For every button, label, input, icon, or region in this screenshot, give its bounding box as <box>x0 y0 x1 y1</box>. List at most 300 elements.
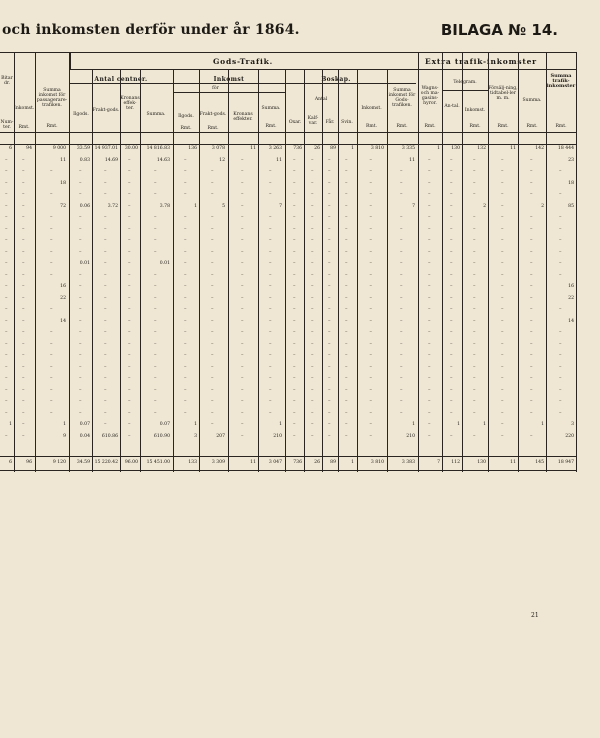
unit-rmt: Rmt. <box>424 124 436 129</box>
empty-dash: – <box>559 375 562 381</box>
empty-dash: – <box>211 421 214 427</box>
col-summa-gods: Summa inkomst för Gods-trafiken. <box>388 88 416 108</box>
rule-line <box>357 69 358 472</box>
table-cell: 14 816.83 <box>146 146 170 151</box>
empty-dash: – <box>22 283 25 289</box>
empty-dash: – <box>184 214 187 220</box>
empty-dash: – <box>450 271 453 278</box>
table-cell: 6 <box>9 146 12 151</box>
empty-dash: – <box>400 283 403 289</box>
empty-dash: – <box>79 306 82 312</box>
empty-dash: – <box>104 283 107 289</box>
empty-dash: – <box>79 329 82 335</box>
empty-dash: – <box>501 237 504 243</box>
empty-dash: – <box>269 386 272 393</box>
empty-dash: – <box>128 398 131 404</box>
empty-dash: – <box>184 363 187 370</box>
empty-dash: – <box>104 260 107 266</box>
empty-dash: – <box>559 168 562 174</box>
empty-dash: – <box>128 271 131 278</box>
empty-dash: – <box>345 260 348 266</box>
empty-dash: – <box>400 179 403 186</box>
empty-dash: – <box>128 237 131 243</box>
empty-dash: – <box>184 179 187 186</box>
empty-dash: – <box>369 386 372 393</box>
empty-dash: – <box>50 409 53 416</box>
empty-dash: – <box>50 260 53 266</box>
table-cell: 2 <box>541 203 544 209</box>
empty-dash: – <box>154 352 157 358</box>
empty-dash: – <box>311 191 314 197</box>
empty-dash: – <box>311 421 314 427</box>
empty-dash: – <box>269 317 272 324</box>
empty-dash: – <box>428 294 431 301</box>
empty-dash: – <box>400 398 403 404</box>
empty-dash: – <box>311 306 314 312</box>
total-cell: 18 947 <box>557 460 574 465</box>
empty-dash: – <box>50 352 53 358</box>
empty-dash: – <box>154 283 157 289</box>
empty-dash: – <box>559 271 562 278</box>
empty-dash: – <box>22 191 25 197</box>
col-kronans2: Kronans effekter. <box>233 112 253 122</box>
empty-dash: – <box>369 283 372 289</box>
empty-dash: – <box>79 294 82 301</box>
empty-dash: – <box>211 398 214 404</box>
empty-dash: – <box>450 340 453 347</box>
empty-dash: – <box>473 409 476 416</box>
empty-dash: – <box>79 237 82 243</box>
table-cell: 0.01 <box>79 261 90 266</box>
empty-dash: – <box>328 306 331 312</box>
empty-dash: – <box>5 398 8 404</box>
rule-line <box>70 83 416 84</box>
empty-dash: – <box>328 248 331 255</box>
empty-dash: – <box>128 363 131 370</box>
empty-dash: – <box>128 225 131 232</box>
empty-dash: – <box>79 363 82 370</box>
empty-dash: – <box>345 248 348 255</box>
empty-dash: – <box>311 225 314 232</box>
empty-dash: – <box>400 191 403 197</box>
table-cell: 18 <box>568 180 574 186</box>
empty-dash: – <box>269 283 272 289</box>
empty-dash: – <box>128 214 131 220</box>
empty-dash: – <box>104 306 107 312</box>
table-cell: 11 <box>409 157 415 163</box>
section-extra: Extra trafik-inkomster <box>425 57 537 66</box>
empty-dash: – <box>154 294 157 301</box>
empty-dash: – <box>22 179 25 186</box>
empty-dash: – <box>369 329 372 335</box>
empty-dash: – <box>269 248 272 255</box>
empty-dash: – <box>345 421 348 427</box>
empty-dash: – <box>5 386 8 393</box>
empty-dash: – <box>184 352 187 358</box>
rule-line <box>70 69 576 70</box>
empty-dash: – <box>5 340 8 347</box>
empty-dash: – <box>211 306 214 312</box>
empty-dash: – <box>50 306 53 312</box>
empty-dash: – <box>345 398 348 404</box>
empty-dash: – <box>345 168 348 174</box>
empty-dash: – <box>345 202 348 209</box>
empty-dash: – <box>559 237 562 243</box>
empty-dash: – <box>428 214 431 220</box>
empty-dash: – <box>184 317 187 324</box>
empty-dash: – <box>5 260 8 266</box>
empty-dash: – <box>211 329 214 335</box>
empty-dash: – <box>22 248 25 255</box>
table-cell: 0.06 <box>79 203 90 209</box>
empty-dash: – <box>428 237 431 243</box>
table-cell: 0.83 <box>79 157 90 163</box>
empty-dash: – <box>79 214 82 220</box>
empty-dash: – <box>184 340 187 347</box>
unit-rmt: Rmt. <box>396 124 408 129</box>
empty-dash: – <box>530 409 533 416</box>
empty-dash: – <box>184 237 187 243</box>
empty-dash: – <box>501 248 504 255</box>
page-number: 21 <box>531 612 539 619</box>
col-kalfvar: Kalf-var. <box>307 116 319 126</box>
empty-dash: – <box>5 271 8 278</box>
empty-dash: – <box>128 191 131 197</box>
empty-dash: – <box>241 237 244 243</box>
empty-dash: – <box>328 237 331 243</box>
table-cell: 1 <box>412 422 415 427</box>
rule-line <box>546 52 547 472</box>
empty-dash: – <box>400 248 403 255</box>
total-cell: 96.00 <box>124 460 138 465</box>
rule-line <box>0 144 576 145</box>
empty-dash: – <box>559 363 562 370</box>
empty-dash: – <box>79 340 82 347</box>
empty-dash: – <box>211 386 214 393</box>
empty-dash: – <box>400 260 403 266</box>
empty-dash: – <box>241 340 244 347</box>
table-cell: 23 <box>568 157 574 163</box>
empty-dash: – <box>293 386 296 393</box>
empty-dash: – <box>369 398 372 404</box>
rule-line <box>518 52 519 472</box>
rule-line <box>35 52 36 472</box>
empty-dash: – <box>22 225 25 232</box>
rule-line <box>304 69 305 472</box>
empty-dash: – <box>530 225 533 232</box>
empty-dash: – <box>241 271 244 278</box>
empty-dash: – <box>345 329 348 335</box>
empty-dash: – <box>428 375 431 381</box>
empty-dash: – <box>22 386 25 393</box>
empty-dash: – <box>473 248 476 255</box>
empty-dash: – <box>128 294 131 301</box>
empty-dash: – <box>328 283 331 289</box>
empty-dash: – <box>269 271 272 278</box>
empty-dash: – <box>269 329 272 335</box>
col-vagns: Wagns- och ma-gasins-hyror. <box>420 86 440 106</box>
col-svin: Svin. <box>341 120 353 125</box>
empty-dash: – <box>5 225 8 232</box>
table-cell: 22 <box>60 295 66 301</box>
empty-dash: – <box>241 214 244 220</box>
empty-dash: – <box>104 191 107 197</box>
table-cell: 14 <box>60 318 66 324</box>
empty-dash: – <box>5 329 8 335</box>
empty-dash: – <box>345 179 348 186</box>
empty-dash: – <box>473 294 476 301</box>
empty-dash: – <box>559 260 562 266</box>
col-left-d: Rmt. <box>18 125 30 130</box>
empty-dash: – <box>473 283 476 289</box>
empty-dash: – <box>184 260 187 266</box>
empty-dash: – <box>328 398 331 404</box>
empty-dash: – <box>450 237 453 243</box>
total-cell: 3 810 <box>370 460 384 465</box>
rule-line <box>546 52 547 69</box>
empty-dash: – <box>473 225 476 232</box>
table-cell: 610.90 <box>153 433 170 439</box>
empty-dash: – <box>293 202 296 209</box>
empty-dash: – <box>128 156 131 163</box>
empty-dash: – <box>184 248 187 255</box>
empty-dash: – <box>328 340 331 347</box>
empty-dash: – <box>559 329 562 335</box>
empty-dash: – <box>369 409 372 416</box>
empty-dash: – <box>473 306 476 312</box>
empty-dash: – <box>50 248 53 255</box>
empty-dash: – <box>5 352 8 358</box>
empty-dash: – <box>428 156 431 163</box>
empty-dash: – <box>104 340 107 347</box>
empty-dash: – <box>79 375 82 381</box>
empty-dash: – <box>22 168 25 174</box>
empty-dash: – <box>530 260 533 266</box>
empty-dash: – <box>5 248 8 255</box>
empty-dash: – <box>269 225 272 232</box>
rule-line <box>0 132 576 133</box>
empty-dash: – <box>5 363 8 370</box>
table-cell: 14 937.01 <box>94 146 118 151</box>
empty-dash: – <box>22 432 25 439</box>
unit-rmt: Rmt. <box>555 124 567 129</box>
empty-dash: – <box>400 409 403 416</box>
empty-dash: – <box>211 248 214 255</box>
empty-dash: – <box>50 168 53 174</box>
table-cell: 30.00 <box>124 146 138 151</box>
empty-dash: – <box>328 179 331 186</box>
empty-dash: – <box>328 421 331 427</box>
empty-dash: – <box>450 168 453 174</box>
empty-dash: – <box>128 409 131 416</box>
empty-dash: – <box>211 352 214 358</box>
empty-dash: – <box>501 432 504 439</box>
empty-dash: – <box>530 432 533 439</box>
empty-dash: – <box>428 317 431 324</box>
table-cell: 2 <box>483 203 486 209</box>
total-cell: 15 451.00 <box>146 460 170 465</box>
empty-dash: – <box>400 363 403 370</box>
empty-dash: – <box>369 179 372 186</box>
table-cell: 132 <box>477 146 486 151</box>
rule-line <box>70 52 71 69</box>
empty-dash: – <box>79 409 82 416</box>
empty-dash: – <box>530 340 533 347</box>
rule-line <box>488 52 489 472</box>
unit-rmt: Rmt. <box>469 124 481 129</box>
empty-dash: – <box>369 421 372 427</box>
rule-line <box>258 69 259 472</box>
total-cell: 736 <box>293 460 302 465</box>
total-cell: 89 <box>330 460 336 465</box>
empty-dash: – <box>501 340 504 347</box>
empty-dash: – <box>5 202 8 209</box>
empty-dash: – <box>559 214 562 220</box>
page-header <box>0 22 600 46</box>
empty-dash: – <box>473 352 476 358</box>
empty-dash: – <box>241 191 244 197</box>
empty-dash: – <box>241 398 244 404</box>
empty-dash: – <box>530 156 533 163</box>
empty-dash: – <box>345 191 348 197</box>
col-fraktgods: Frakt-gods. <box>92 108 120 113</box>
total-cell: 145 <box>535 460 544 465</box>
rule-line <box>0 470 576 471</box>
empty-dash: – <box>400 294 403 301</box>
empty-dash: – <box>328 191 331 197</box>
empty-dash: – <box>311 329 314 335</box>
table-cell: 136 <box>188 146 197 151</box>
empty-dash: – <box>269 191 272 197</box>
empty-dash: – <box>293 432 296 439</box>
empty-dash: – <box>241 248 244 255</box>
empty-dash: – <box>50 225 53 232</box>
empty-dash: – <box>5 294 8 301</box>
total-cell: 11 <box>250 460 256 465</box>
empty-dash: – <box>269 179 272 186</box>
empty-dash: – <box>79 191 82 197</box>
empty-dash: – <box>473 168 476 174</box>
col-summa-trafik: Summa trafik-inkomster <box>546 73 576 89</box>
empty-dash: – <box>22 329 25 335</box>
empty-dash: – <box>428 409 431 416</box>
empty-dash: – <box>530 237 533 243</box>
empty-dash: – <box>128 432 131 439</box>
empty-dash: – <box>450 363 453 370</box>
empty-dash: – <box>369 294 372 301</box>
empty-dash: – <box>428 386 431 393</box>
empty-dash: – <box>22 202 25 209</box>
empty-dash: – <box>311 432 314 439</box>
table-cell: 210 <box>406 433 415 439</box>
empty-dash: – <box>22 260 25 266</box>
empty-dash: – <box>5 409 8 416</box>
empty-dash: – <box>211 237 214 243</box>
empty-dash: – <box>345 386 348 393</box>
col-kronans: Kronans effek-ter. <box>120 96 140 111</box>
total-cell: 96 <box>26 460 32 465</box>
empty-dash: – <box>311 317 314 324</box>
empty-dash: – <box>450 283 453 289</box>
empty-dash: – <box>79 398 82 404</box>
table-cell: 33.59 <box>76 146 90 151</box>
empty-dash: – <box>79 283 82 289</box>
empty-dash: – <box>501 214 504 220</box>
table-cell: 5 <box>222 203 225 209</box>
table-cell: 1 <box>9 422 12 427</box>
rule-line <box>418 52 419 472</box>
empty-dash: – <box>293 375 296 381</box>
empty-dash: – <box>559 248 562 255</box>
empty-dash: – <box>22 398 25 404</box>
empty-dash: – <box>241 375 244 381</box>
empty-dash: – <box>428 248 431 255</box>
empty-dash: – <box>184 398 187 404</box>
empty-dash: – <box>211 294 214 301</box>
empty-dash: – <box>241 306 244 312</box>
unit-rmt: Rmt. <box>180 126 192 131</box>
empty-dash: – <box>501 179 504 186</box>
col-far: Får. <box>325 120 335 125</box>
empty-dash: – <box>328 271 331 278</box>
empty-dash: – <box>369 340 372 347</box>
empty-dash: – <box>450 225 453 232</box>
empty-dash: – <box>104 409 107 416</box>
table-cell: 3 810 <box>370 146 384 151</box>
empty-dash: – <box>501 260 504 266</box>
unit-rmt: Rmt. <box>265 124 277 129</box>
empty-dash: – <box>345 317 348 324</box>
empty-dash: – <box>530 283 533 289</box>
empty-dash: – <box>501 409 504 416</box>
empty-dash: – <box>241 225 244 232</box>
table-cell: 89 <box>330 146 336 151</box>
rule-line <box>228 69 229 472</box>
empty-dash: – <box>128 248 131 255</box>
group-inkomst: Inkomst <box>213 76 245 83</box>
empty-dash: – <box>428 340 431 347</box>
table-cell: 1 <box>194 203 197 209</box>
empty-dash: – <box>501 168 504 174</box>
empty-dash: – <box>154 168 157 174</box>
empty-dash: – <box>154 306 157 312</box>
total-cell: 1 <box>351 460 354 465</box>
empty-dash: – <box>328 386 331 393</box>
col-summa-extra: Summa. <box>522 98 542 103</box>
empty-dash: – <box>293 329 296 335</box>
empty-dash: – <box>530 168 533 174</box>
empty-dash: – <box>293 225 296 232</box>
empty-dash: – <box>269 398 272 404</box>
empty-dash: – <box>428 398 431 404</box>
empty-dash: – <box>128 386 131 393</box>
empty-dash: – <box>79 248 82 255</box>
empty-dash: – <box>293 363 296 370</box>
empty-dash: – <box>184 294 187 301</box>
total-cell: 3 383 <box>401 460 415 465</box>
empty-dash: – <box>369 237 372 243</box>
empty-dash: – <box>5 168 8 174</box>
total-cell: 7 <box>437 460 440 465</box>
empty-dash: – <box>428 225 431 232</box>
empty-dash: – <box>501 202 504 209</box>
empty-dash: – <box>128 352 131 358</box>
empty-dash: – <box>501 271 504 278</box>
empty-dash: – <box>473 179 476 186</box>
unit-rmt: Rmt. <box>46 124 58 129</box>
empty-dash: – <box>104 421 107 427</box>
empty-dash: – <box>369 306 372 312</box>
